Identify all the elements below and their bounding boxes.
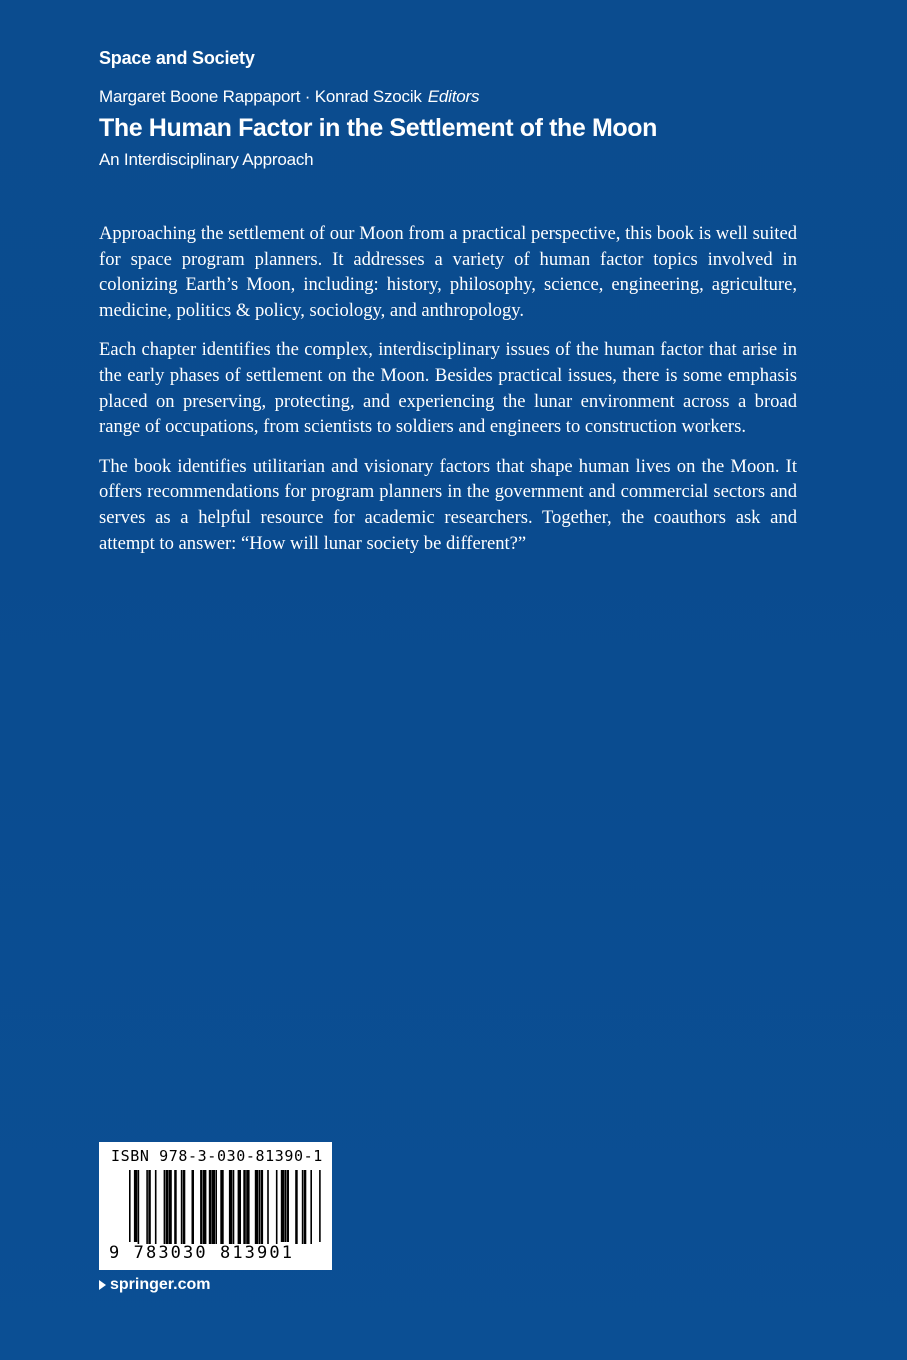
- barcode-bar: [285, 1170, 287, 1242]
- barcode-bar: [192, 1170, 195, 1244]
- barcode-bar: [238, 1170, 241, 1244]
- barcode-bar: [319, 1170, 321, 1242]
- barcode-bar: [295, 1170, 298, 1244]
- barcode-bar: [134, 1170, 137, 1242]
- barcode-bar: [164, 1170, 166, 1244]
- barcode-bar: [281, 1170, 284, 1242]
- barcode-bar: [267, 1170, 269, 1244]
- barcode-bar: [229, 1170, 232, 1244]
- barcode-bar: [215, 1170, 217, 1244]
- blurb-paragraph: The book identifies utilitarian and visionary factors that shape human lives on the Moon. It offers recommendations for program planners in the government and commercial sectors and serves as a helpful resource for academic researchers. Together, the coauthors ask and attempt to answer: “How will lunar society be different?”: [99, 455, 797, 554]
- book-subtitle: An Interdisciplinary Approach: [99, 150, 314, 169]
- editors-label: Editors: [427, 87, 480, 106]
- series-name: Space and Society: [99, 48, 255, 68]
- barcode-bar: [259, 1170, 261, 1244]
- barcode-bar: [183, 1170, 186, 1244]
- isbn-barcode: [99, 1142, 332, 1270]
- arrow-right-icon: [99, 1280, 106, 1290]
- barcode-bar: [287, 1170, 290, 1242]
- barcode-bar: [220, 1170, 223, 1244]
- authors-line: [99, 87, 479, 107]
- barcode-digits: 9 783030 813901: [109, 1243, 295, 1263]
- barcode-bar: [255, 1170, 258, 1244]
- barcode-bar: [304, 1170, 307, 1244]
- barcode-bar: [168, 1170, 171, 1244]
- barcode-bar: [174, 1170, 177, 1244]
- barcode-bar: [155, 1170, 157, 1244]
- barcode-bar: [148, 1170, 151, 1244]
- barcode-bar: [166, 1170, 169, 1244]
- barcode-bar: [310, 1170, 312, 1244]
- publisher-url[interactable]: springer.com: [110, 1276, 211, 1293]
- barcode-bar: [129, 1170, 131, 1242]
- barcode-bar: [146, 1170, 148, 1244]
- isbn-label: ISBN 978-3-030-81390-1: [111, 1147, 323, 1165]
- barcode-bar: [302, 1170, 304, 1244]
- book-title: The Human Factor in the Settlement of the Moon: [99, 114, 658, 142]
- blurb-text: [99, 221, 797, 570]
- blurb-paragraph: Approaching the settlement of our Moon from a practical perspective, this book is well suited for space program planners. It addresses a variety of human factor topics involved in colonizing Earth’s Moon, including: history, philosophy, science, engineering, agriculture, medicine, politics & policy, sociology, and anthropology.: [99, 223, 797, 321]
- barcode-bar: [243, 1170, 246, 1244]
- barcode-bar: [203, 1170, 206, 1244]
- barcode-bar: [212, 1170, 215, 1244]
- blurb-paragraph: Each chapter identifies the complex, interdisciplinary issues of the human factor that arise in the early phases of settlement on the Moon. Besides practical issues, there is some emphasis placed on preserving, protecting, and experiencing the lunar environment across a broad range of occupations, from scientists to soldiers and engineers to construction workers.: [99, 339, 797, 438]
- barcode-bar: [233, 1170, 235, 1244]
- barcode-bar: [181, 1170, 183, 1244]
- barcode-bar: [261, 1170, 264, 1244]
- barcode-bar: [209, 1170, 212, 1244]
- barcode-bar: [200, 1170, 203, 1244]
- author-names: Margaret Boone Rappaport · Konrad Szocik: [99, 87, 422, 106]
- barcode-bar: [138, 1170, 140, 1244]
- barcode-bar: [276, 1170, 278, 1244]
- barcode-bar: [246, 1170, 249, 1244]
- publisher-link[interactable]: [99, 1276, 210, 1294]
